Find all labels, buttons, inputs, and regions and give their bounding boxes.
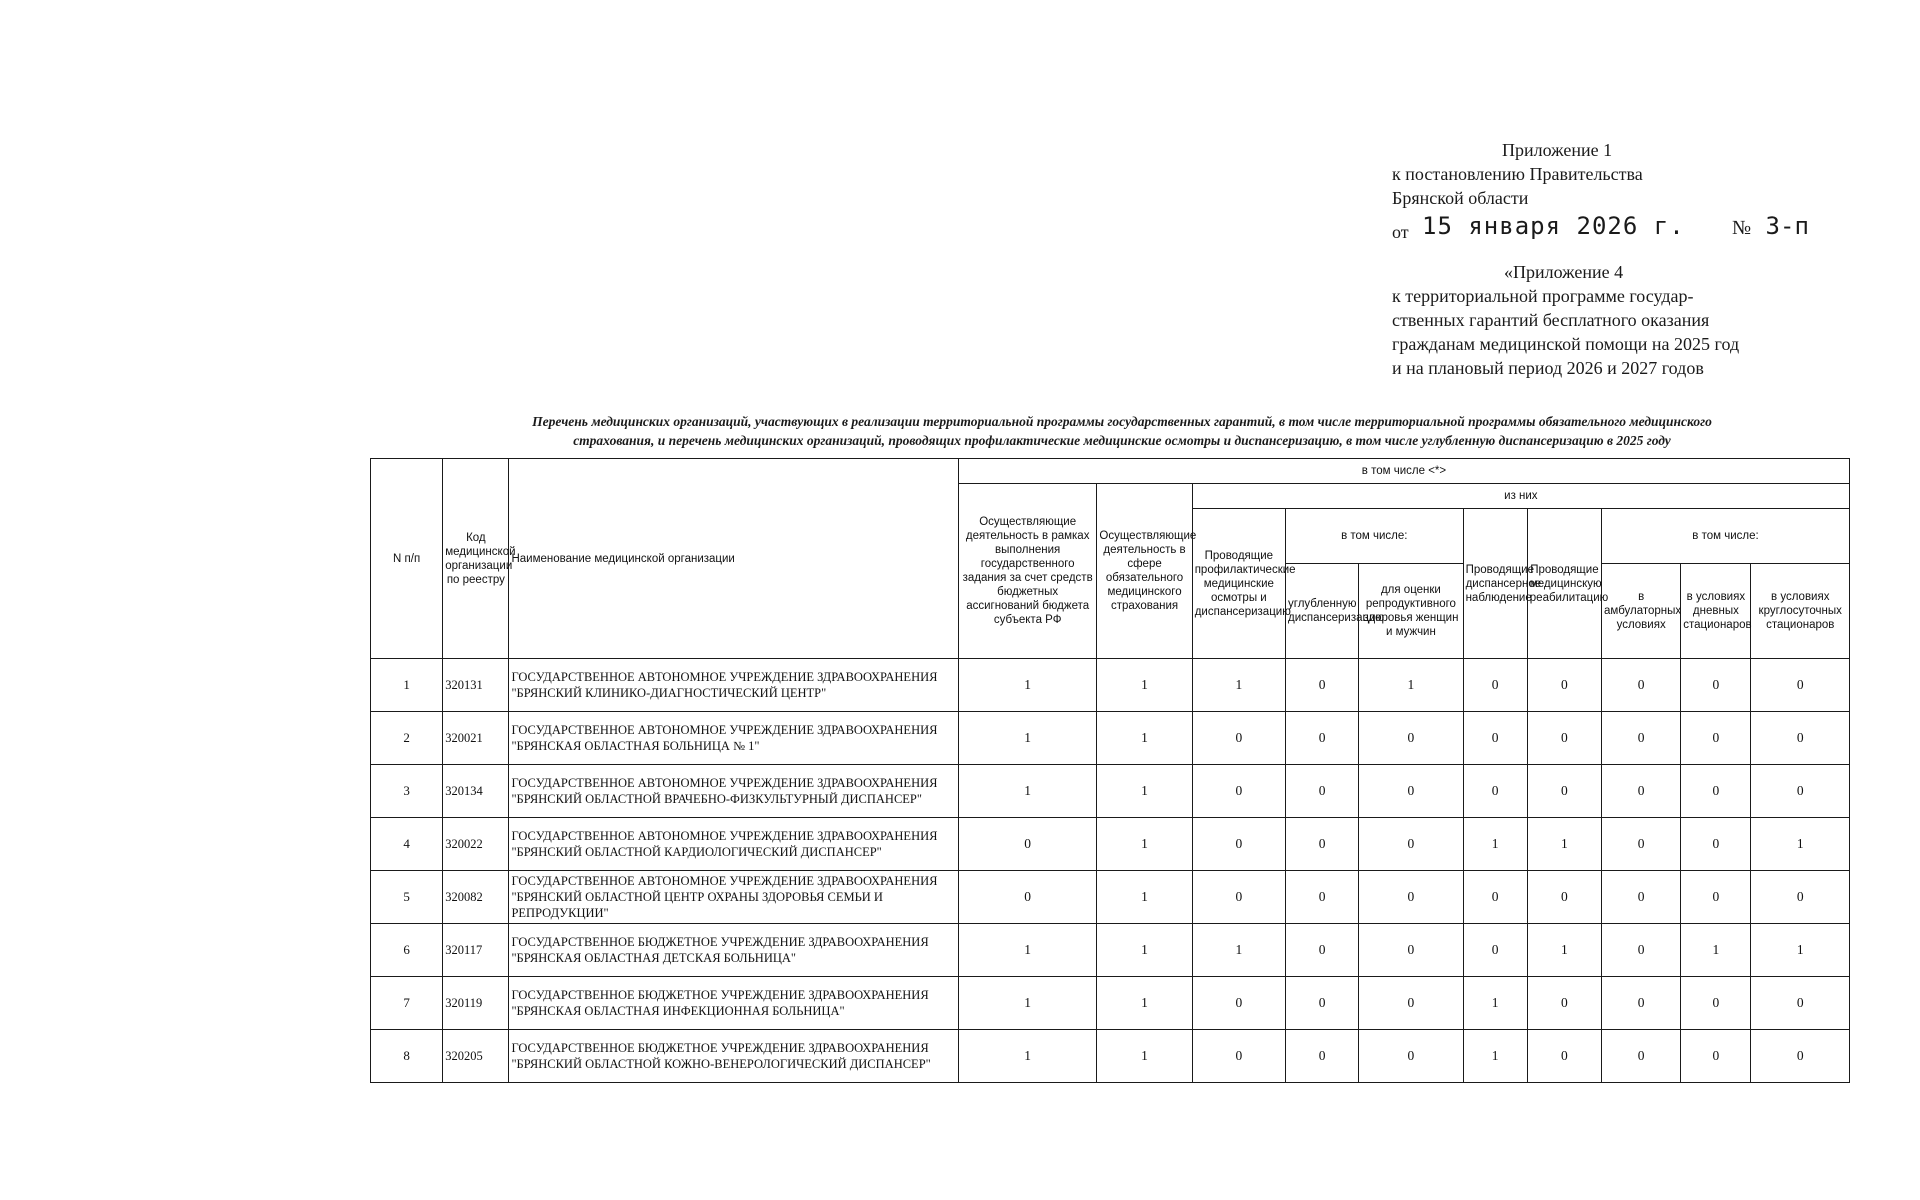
flag-cell: 0 — [1681, 712, 1751, 765]
flag-cell: 0 — [1681, 871, 1751, 924]
flag-cell: 0 — [1602, 924, 1681, 977]
org-name: ГОСУДАРСТВЕННОЕ АВТОНОМНОЕ УЧРЕЖДЕНИЕ ЗДРАВООХРАНЕНИЯ "БРЯНСКИЙ ОБЛАСТНОЙ ЦЕНТР ОХРАНЫ ЗДОРОВЬЯ СЕМЬИ И РЕПРОДУКЦИИ" — [509, 871, 958, 924]
flag-cell: 0 — [1359, 765, 1463, 818]
row-number: 4 — [371, 818, 443, 871]
flag-cell: 0 — [1463, 924, 1527, 977]
flag-cell: 0 — [1751, 712, 1850, 765]
flag-cell: 0 — [1286, 712, 1359, 765]
flag-cell: 0 — [1602, 765, 1681, 818]
flag-cell: 0 — [1192, 1030, 1285, 1083]
org-name: ГОСУДАРСТВЕННОЕ БЮДЖЕТНОЕ УЧРЕЖДЕНИЕ ЗДРАВООХРАНЕНИЯ "БРЯНСКАЯ ОБЛАСТНАЯ ИНФЕКЦИОННАЯ БОЛЬНИЦА" — [509, 977, 958, 1030]
appendix-1-line1: к постановлению Правительства — [1392, 164, 1643, 184]
flag-cell: 0 — [1286, 977, 1359, 1030]
flag-cell: 1 — [1097, 1030, 1192, 1083]
flag-cell: 0 — [1751, 659, 1850, 712]
header-repro: для оценки репродуктивного здоровья женщин и мужчин — [1359, 564, 1463, 659]
flag-cell: 0 — [1359, 871, 1463, 924]
row-number: 6 — [371, 924, 443, 977]
flag-cell: 0 — [1681, 818, 1751, 871]
table-row — [371, 924, 1850, 977]
flag-cell: 0 — [1602, 712, 1681, 765]
flag-cell: 1 — [1192, 659, 1285, 712]
document-title-line2: страхования, и перечень медицинских организаций, проводящих профилактические медицинские осмотры и диспансеризацию, в том числе углубленную диспансеризацию в 2025 году — [573, 433, 1671, 448]
organizations-table — [370, 458, 1850, 1083]
appendix-1-title: Приложение 1 — [1502, 140, 1613, 160]
flag-cell: 1 — [1527, 818, 1601, 871]
appendix-4-header — [1392, 260, 1812, 380]
org-code: 320082 — [443, 871, 509, 924]
appendix-4-line: и на плановый период 2026 и 2027 годов — [1392, 358, 1704, 378]
row-number: 7 — [371, 977, 443, 1030]
flag-cell: 1 — [1359, 659, 1463, 712]
flag-cell: 0 — [1681, 765, 1751, 818]
org-code: 320119 — [443, 977, 509, 1030]
table-row — [371, 871, 1850, 924]
header-budget: Осуществляющие деятельность в рамках выполнения государственного задания за счет средств бюджетных ассигнований бюджета субъекта РФ — [958, 484, 1096, 659]
table-row — [371, 659, 1850, 712]
flag-cell: 0 — [1286, 871, 1359, 924]
flag-cell: 1 — [1463, 818, 1527, 871]
flag-cell: 0 — [1286, 1030, 1359, 1083]
table-row — [371, 977, 1850, 1030]
org-name: ГОСУДАРСТВЕННОЕ БЮДЖЕТНОЕ УЧРЕЖДЕНИЕ ЗДРАВООХРАНЕНИЯ "БРЯНСКАЯ ОБЛАСТНАЯ ДЕТСКАЯ БОЛЬНИЦА" — [509, 924, 958, 977]
document-title-line1: Перечень медицинских организаций, участвующих в реализации территориальной программы государственных гарантий, в том числе территориальной программы обязательного медицинского — [532, 414, 1712, 429]
flag-cell: 0 — [1286, 765, 1359, 818]
org-name: ГОСУДАРСТВЕННОЕ АВТОНОМНОЕ УЧРЕЖДЕНИЕ ЗДРАВООХРАНЕНИЯ "БРЯНСКАЯ ОБЛАСТНАЯ БОЛЬНИЦА № 1" — [509, 712, 958, 765]
flag-cell: 0 — [1463, 712, 1527, 765]
decree-number — [1732, 214, 1809, 240]
org-code: 320131 — [443, 659, 509, 712]
flag-cell: 1 — [958, 977, 1096, 1030]
table-row — [371, 765, 1850, 818]
flag-cell: 0 — [1192, 977, 1285, 1030]
flag-cell: 0 — [1286, 818, 1359, 871]
flag-cell: 1 — [958, 659, 1096, 712]
flag-cell: 0 — [1286, 659, 1359, 712]
flag-cell: 0 — [1527, 977, 1601, 1030]
decree-date: 15 января 2026 г. — [1422, 212, 1685, 240]
appendix-4-title: «Приложение 4 — [1504, 262, 1624, 282]
org-code: 320205 — [443, 1030, 509, 1083]
decree-number-value: 3-п — [1765, 212, 1809, 240]
header-day-hospital: в условиях дневных стационаров — [1681, 564, 1751, 659]
org-name: ГОСУДАРСТВЕННОЕ АВТОНОМНОЕ УЧРЕЖДЕНИЕ ЗДРАВООХРАНЕНИЯ "БРЯНСКИЙ ОБЛАСТНОЙ КАРДИОЛОГИЧЕСКИЙ ДИСПАНСЕР" — [509, 818, 958, 871]
flag-cell: 0 — [1681, 977, 1751, 1030]
appendix-1-header — [1392, 138, 1812, 380]
org-code: 320134 — [443, 765, 509, 818]
flag-cell: 0 — [1527, 712, 1601, 765]
flag-cell: 1 — [1751, 818, 1850, 871]
flag-cell: 1 — [958, 1030, 1096, 1083]
flag-cell: 1 — [1192, 924, 1285, 977]
header-rehab: Проводящие медицинскую реабилитацию — [1527, 509, 1601, 659]
date-prefix: от — [1392, 222, 1409, 242]
flag-cell: 0 — [1192, 712, 1285, 765]
flag-cell: 0 — [1359, 712, 1463, 765]
header-round-hospital: в условиях круглосуточных стационаров — [1751, 564, 1850, 659]
row-number: 3 — [371, 765, 443, 818]
flag-cell: 0 — [1681, 659, 1751, 712]
appendix-4-line: ственных гарантий бесплатного оказания — [1392, 310, 1710, 330]
flag-cell: 1 — [1097, 818, 1192, 871]
flag-cell: 0 — [1192, 818, 1285, 871]
flag-cell: 0 — [1527, 659, 1601, 712]
header-of-them: из них — [1192, 484, 1849, 509]
flag-cell: 0 — [958, 818, 1096, 871]
flag-cell: 0 — [958, 871, 1096, 924]
flag-cell: 0 — [1359, 977, 1463, 1030]
header-preventive: Проводящие профилактические медицинские осмотры и диспансеризацию — [1192, 509, 1285, 659]
flag-cell: 1 — [958, 924, 1096, 977]
flag-cell: 0 — [1602, 977, 1681, 1030]
header-oms: Осуществляющие деятельность в сфере обязательного медицинского страхования — [1097, 484, 1192, 659]
flag-cell: 0 — [1463, 659, 1527, 712]
flag-cell: 1 — [1751, 924, 1850, 977]
org-name: ГОСУДАРСТВЕННОЕ БЮДЖЕТНОЕ УЧРЕЖДЕНИЕ ЗДРАВООХРАНЕНИЯ "БРЯНСКИЙ ОБЛАСТНОЙ КОЖНО-ВЕНЕРОЛОГИЧЕСКИЙ ДИСПАНСЕР" — [509, 1030, 958, 1083]
flag-cell: 1 — [1463, 1030, 1527, 1083]
flag-cell: 0 — [1286, 924, 1359, 977]
header-including-b: в том числе: — [1602, 509, 1850, 564]
flag-cell: 0 — [1681, 1030, 1751, 1083]
table-row — [371, 818, 1850, 871]
flag-cell: 0 — [1359, 924, 1463, 977]
header-deep: углубленную диспансеризацию — [1286, 564, 1359, 659]
flag-cell: 0 — [1463, 765, 1527, 818]
org-code: 320022 — [443, 818, 509, 871]
org-name: ГОСУДАРСТВЕННОЕ АВТОНОМНОЕ УЧРЕЖДЕНИЕ ЗДРАВООХРАНЕНИЯ "БРЯНСКИЙ ОБЛАСТНОЙ ВРАЧЕБНО-ФИЗКУЛЬТУРНЫЙ ДИСПАНСЕР" — [509, 765, 958, 818]
flag-cell: 0 — [1602, 818, 1681, 871]
header-num: N п/п — [371, 459, 443, 659]
flag-cell: 0 — [1602, 1030, 1681, 1083]
header-dispensary: Проводящие диспансерное наблюдение — [1463, 509, 1527, 659]
org-code: 320117 — [443, 924, 509, 977]
header-code: Код медицинской организации по реестру — [443, 459, 509, 659]
flag-cell: 1 — [1681, 924, 1751, 977]
org-name: ГОСУДАРСТВЕННОЕ АВТОНОМНОЕ УЧРЕЖДЕНИЕ ЗДРАВООХРАНЕНИЯ "БРЯНСКИЙ КЛИНИКО-ДИАГНОСТИЧЕСКИЙ ЦЕНТР" — [509, 659, 958, 712]
flag-cell: 1 — [1097, 924, 1192, 977]
flag-cell: 0 — [1359, 1030, 1463, 1083]
appendix-4-line: гражданам медицинской помощи на 2025 год — [1392, 334, 1740, 354]
flag-cell: 0 — [1751, 977, 1850, 1030]
appendix-4-line: к территориальной программе государ- — [1392, 286, 1694, 306]
flag-cell: 1 — [1097, 712, 1192, 765]
table-row — [371, 1030, 1850, 1083]
flag-cell: 1 — [1527, 924, 1601, 977]
flag-cell: 1 — [1463, 977, 1527, 1030]
flag-cell: 1 — [958, 712, 1096, 765]
flag-cell: 1 — [1097, 659, 1192, 712]
flag-cell: 1 — [1097, 871, 1192, 924]
header-name: Наименование медицинской организации — [509, 459, 958, 659]
flag-cell: 0 — [1463, 871, 1527, 924]
flag-cell: 1 — [1097, 977, 1192, 1030]
row-number: 1 — [371, 659, 443, 712]
header-including-a: в том числе: — [1286, 509, 1464, 564]
flag-cell: 1 — [1097, 765, 1192, 818]
row-number: 2 — [371, 712, 443, 765]
header-ambulatory: в амбулаторных условиях — [1602, 564, 1681, 659]
row-number: 5 — [371, 871, 443, 924]
flag-cell: 1 — [958, 765, 1096, 818]
flag-cell: 0 — [1359, 818, 1463, 871]
row-number: 8 — [371, 1030, 443, 1083]
flag-cell: 0 — [1751, 1030, 1850, 1083]
flag-cell: 0 — [1192, 765, 1285, 818]
flag-cell: 0 — [1602, 659, 1681, 712]
flag-cell: 0 — [1602, 871, 1681, 924]
header-including: в том числе <*> — [958, 459, 1849, 484]
number-sign: № — [1732, 217, 1752, 239]
flag-cell: 0 — [1527, 1030, 1601, 1083]
flag-cell: 0 — [1527, 765, 1601, 818]
flag-cell: 0 — [1192, 871, 1285, 924]
org-code: 320021 — [443, 712, 509, 765]
appendix-1-line2: Брянской области — [1392, 188, 1529, 208]
flag-cell: 0 — [1527, 871, 1601, 924]
flag-cell: 0 — [1751, 871, 1850, 924]
document-title — [392, 412, 1852, 450]
flag-cell: 0 — [1751, 765, 1850, 818]
table-row — [371, 712, 1850, 765]
decree-date-line — [1392, 212, 1812, 246]
